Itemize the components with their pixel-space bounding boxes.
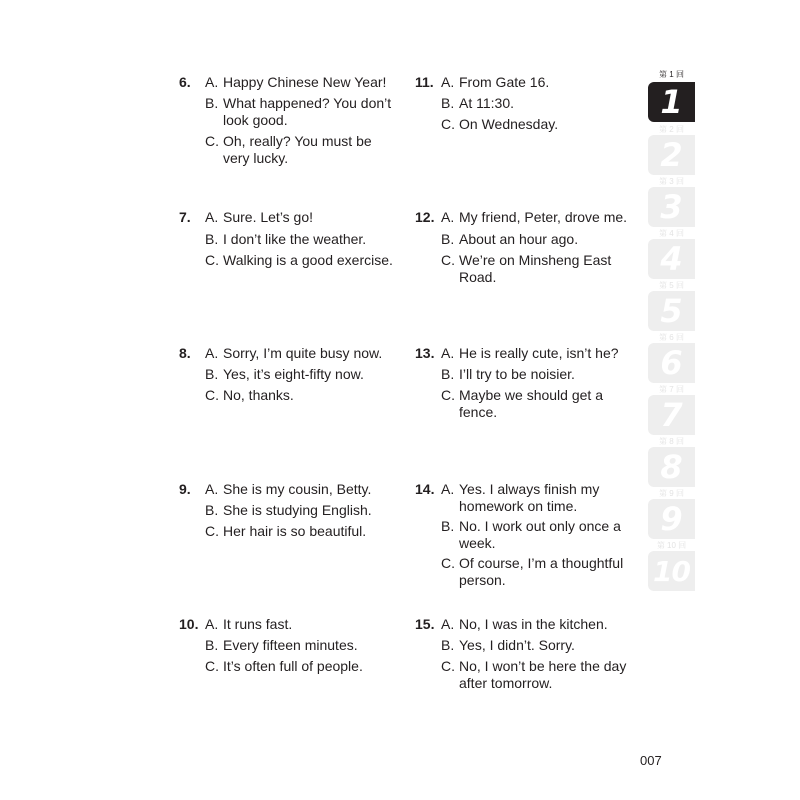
option-text: He is really cute, isn’t he? [459, 345, 619, 361]
option-letter: A. [205, 209, 219, 225]
tab-label-10: 第 10 回 [656, 541, 687, 550]
option-text: About an hour ago. [459, 231, 579, 247]
tab-test-4[interactable]: 4 [648, 239, 695, 279]
option-text: Her hair is so beautiful. [223, 523, 367, 539]
question-number: 11. [415, 74, 434, 90]
option-letter: C. [205, 133, 219, 149]
tab-label-8: 第 8 回 [659, 437, 684, 446]
tab-label-3: 第 3 回 [659, 177, 684, 186]
option-text: I don’t like the weather. [223, 231, 367, 247]
option-letter: A. [441, 616, 455, 632]
option-text: Yes, I didn’t. Sorry. [459, 637, 575, 653]
question-number: 12. [415, 209, 435, 225]
option-text: What happened? You don’t look good. [223, 95, 392, 128]
option-text: Every fifteen minutes. [223, 637, 358, 653]
option-text: At 11:30. [459, 95, 515, 111]
option-text: No, I was in the kitchen. [459, 616, 608, 632]
option-text: No, I won’t be here the day after tomorrow. [459, 658, 627, 691]
tab-test-8[interactable]: 8 [648, 447, 695, 487]
option-text: Of course, I’m a thoughtful person. [459, 555, 624, 588]
option-text: Yes, it’s eight-fifty now. [223, 366, 364, 382]
option-text: We’re on Minsheng East Road. [459, 252, 612, 285]
option-letter: C. [441, 252, 455, 268]
option-text: Walking is a good exercise. [223, 252, 393, 268]
option-text: On Wednesday. [459, 116, 559, 132]
tab-label-9: 第 9 回 [659, 489, 684, 498]
option-letter: A. [205, 345, 219, 361]
question-number: 6. [179, 74, 191, 90]
option-text: Sorry, I’m quite busy now. [223, 345, 383, 361]
option-letter: B. [441, 637, 455, 653]
option-letter: C. [205, 387, 219, 403]
option-text: Sure. Let’s go! [223, 209, 314, 225]
option-letter: B. [441, 366, 455, 382]
option-text: From Gate 16. [459, 74, 550, 90]
option-letter: A. [441, 74, 455, 90]
option-text: No, thanks. [223, 387, 294, 403]
option-text: It’s often full of people. [223, 658, 363, 674]
tab-test-6[interactable]: 6 [648, 343, 695, 383]
question-number: 9. [179, 481, 191, 497]
option-text: Yes. I always finish my homework on time. [459, 481, 600, 514]
option-letter: B. [205, 502, 219, 518]
tab-test-7[interactable]: 7 [648, 395, 695, 435]
tab-test-3[interactable]: 3 [648, 187, 695, 227]
question-number: 15. [415, 616, 435, 632]
tab-test-9[interactable]: 9 [648, 499, 695, 539]
option-letter: B. [441, 518, 455, 534]
tab-label-5: 第 5 回 [659, 281, 684, 290]
option-letter: C. [205, 252, 219, 268]
option-letter: C. [441, 116, 455, 132]
option-letter: B. [205, 231, 219, 247]
option-text: My friend, Peter, drove me. [459, 209, 628, 225]
option-letter: B. [441, 95, 455, 111]
option-letter: C. [441, 658, 455, 674]
option-letter: B. [205, 95, 219, 111]
question-number: 13. [415, 345, 435, 361]
tab-label-7: 第 7 回 [659, 385, 684, 394]
option-letter: A. [441, 345, 455, 361]
tab-test-10[interactable]: 10 [648, 551, 695, 591]
option-letter: B. [441, 231, 455, 247]
option-text: Happy Chinese New Year! [223, 74, 387, 90]
page-number: 007 [640, 753, 662, 768]
tab-test-5[interactable]: 5 [648, 291, 695, 331]
option-letter: C. [441, 387, 455, 403]
option-letter: A. [205, 481, 219, 497]
question-number: 14. [415, 481, 435, 497]
option-letter: B. [205, 637, 219, 653]
tab-test-1[interactable]: 1 [648, 82, 695, 122]
option-text: Maybe we should get a fence. [459, 387, 603, 420]
option-text: She is my cousin, Betty. [223, 481, 372, 497]
option-text: It runs fast. [223, 616, 293, 632]
option-text: Oh, really? You must be very lucky. [223, 133, 372, 166]
option-text: She is studying English. [223, 502, 372, 518]
tab-label-2: 第 2 回 [659, 125, 684, 134]
option-text: No. I work out only once a week. [459, 518, 621, 551]
option-text: I’ll try to be noisier. [459, 366, 575, 382]
option-letter: C. [205, 523, 219, 539]
option-letter: A. [205, 74, 219, 90]
tab-label-1: 第 1 回 [659, 70, 684, 79]
tab-test-2[interactable]: 2 [648, 135, 695, 175]
option-letter: C. [205, 658, 219, 674]
question-number: 10. [179, 616, 199, 632]
option-letter: C. [441, 555, 455, 571]
question-number: 8. [179, 345, 191, 361]
option-letter: A. [441, 209, 455, 225]
option-letter: B. [205, 366, 219, 382]
tab-label-6: 第 6 回 [659, 333, 684, 342]
tab-label-4: 第 4 回 [659, 229, 684, 238]
option-letter: A. [205, 616, 219, 632]
question-number: 7. [179, 209, 191, 225]
option-letter: A. [441, 481, 455, 497]
